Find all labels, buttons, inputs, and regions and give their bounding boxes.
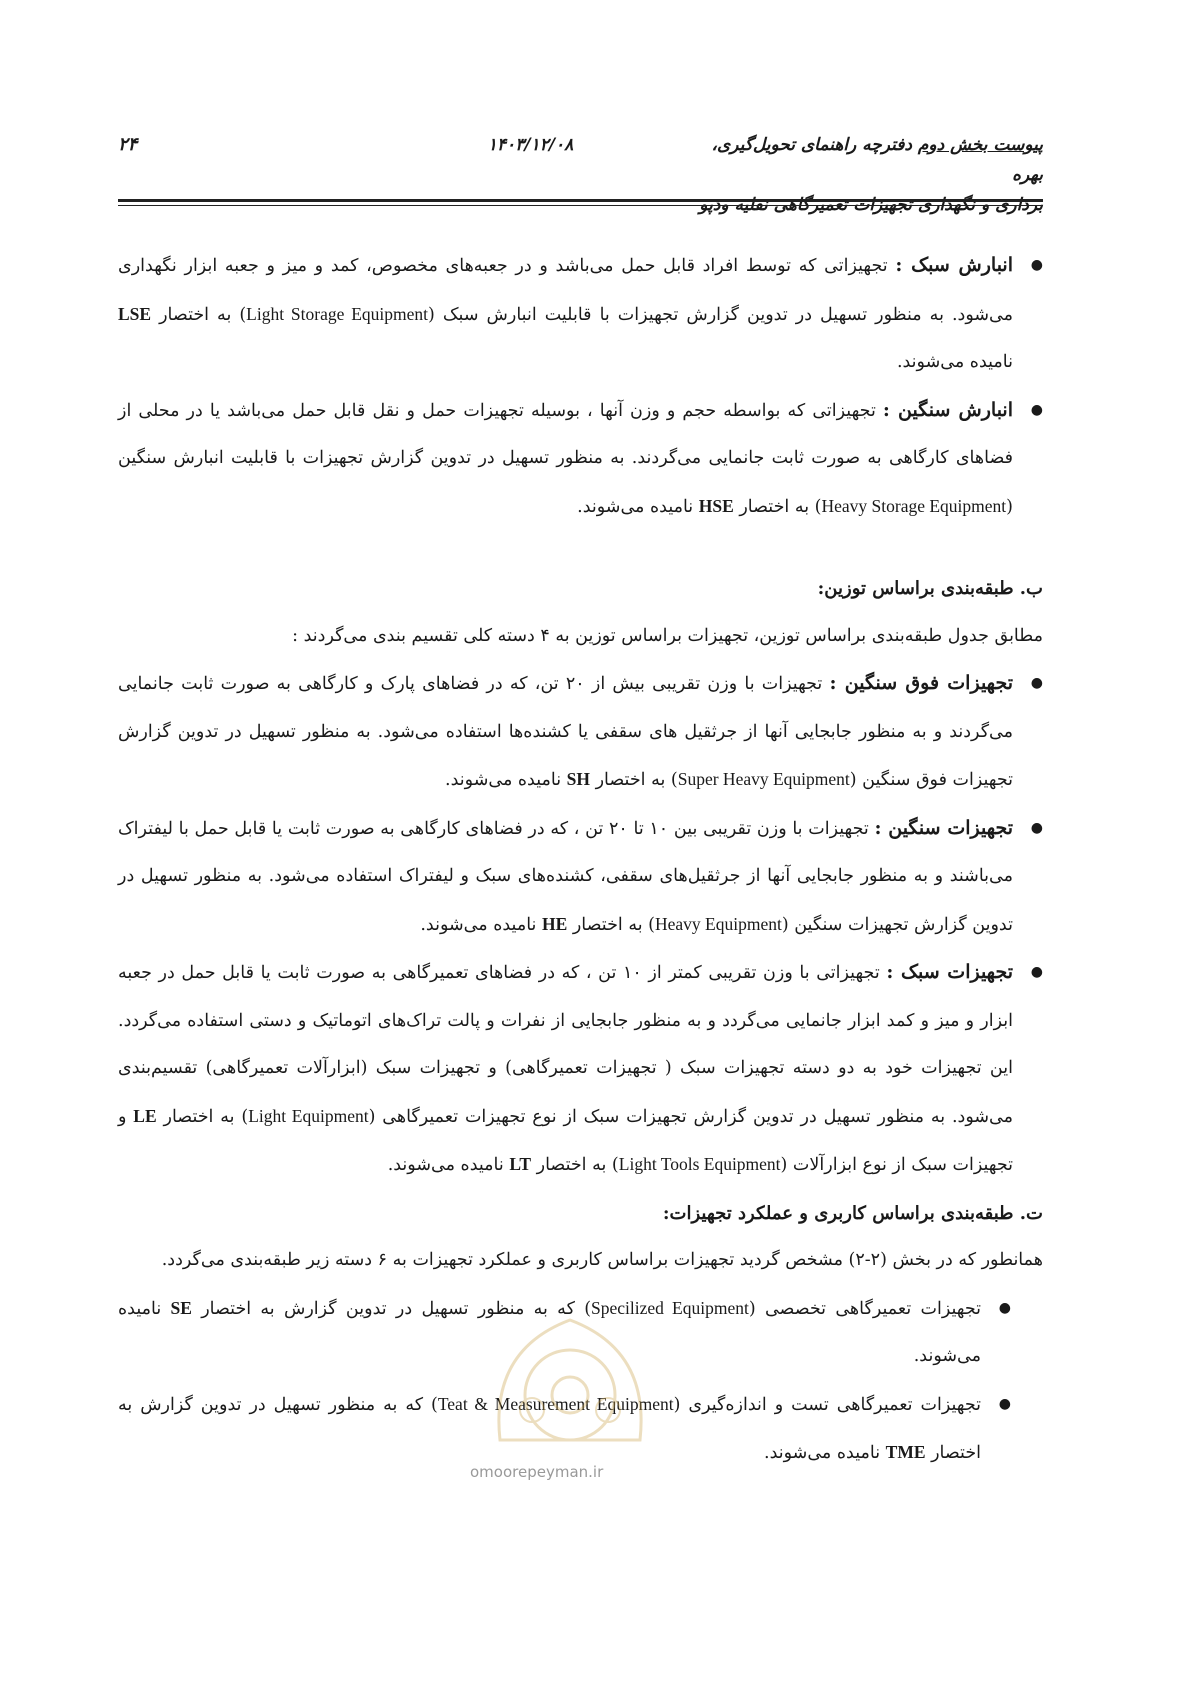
item-text: تجهیزات تعمیرگاهی تخصصی ( [748, 1298, 981, 1319]
abbreviation: LT [509, 1154, 532, 1174]
abbreviation: TME [885, 1442, 926, 1462]
item-text: ) به اختصار [531, 1155, 619, 1175]
english-term: Teat & Measurement Equipment [437, 1393, 674, 1414]
list-item [118, 387, 1043, 532]
list-item [118, 660, 1043, 805]
item-text: نامیده می‌شوند. [118, 1298, 981, 1366]
header-divider-thin [118, 205, 1043, 206]
abbreviation: SH [566, 769, 591, 789]
section-b-intro: مطابق جدول طبقه‌بندی براساس توزین، تجهیزات براساس توزین به ۴ دسته کلی تقسیم بندی می‌گردند : [292, 625, 1043, 646]
bullet-icon: ● [1030, 257, 1043, 273]
item-text: ) به اختصار [567, 914, 655, 935]
list-item [118, 805, 1043, 950]
item-text: تجهیزاتی با وزن تقریبی کمتر از ۱۰ تن ، که در فضاهای تعمیرگاهی به صورت ثابت یا قابل حمل در جعبه ابزار و میز و کمد ابزار جانمایی می‌گردد و به منظور جابجایی از نفرات و پالت تراک‌های اتوماتیک و دستی استفاده می‌گردد. این تجهیزات خود به دو دسته تجهیزات سبک ( تجهیزات تعمیرگاهی) و تجهیزات سبک (ابزارآلات تعمیرگاهی) تقسیم‌بندی می‌شود. به منظور تسهیل در تدوین گزارش تجهیزات سبک از نوع تجهیزات تعمیرگاهی ( [118, 963, 1013, 1127]
item-text: نامیده می‌شوند. [445, 770, 567, 790]
english-term: Light Storage Equipment [246, 303, 429, 324]
title-line1: دفترچه راهنمای تحویل‌گیری، بهره [711, 135, 1043, 185]
item-text: تجهیزات تعمیرگاهی تست و اندازه‌گیری ( [673, 1394, 981, 1415]
abbreviation: LSE [118, 303, 152, 324]
abbreviation: SE [170, 1297, 192, 1318]
item-text: تجهیزاتی که بواسطه حجم و وزن آنها ، بوسیله تجهیزات حمل و نقل قابل حمل می‌باشد یا در محلی از فضاهای کارگاهی به صورت ثابت جانمایی می‌گردند. به منظور تسهیل در تدوین گزارش تجهیزات با قابلیت انبارش سنگین ( [118, 400, 1013, 517]
english-term: Specilized Equipment [591, 1297, 749, 1318]
header-divider-thick [118, 199, 1043, 202]
page-header [118, 130, 1043, 215]
english-term: Light Equipment [248, 1105, 369, 1126]
watermark-website: omoorepeyman.ir [470, 1463, 604, 1481]
document-date: ۱۴۰۳/۱۲/۰۸ [487, 135, 574, 155]
abbreviation: HE [541, 913, 568, 934]
english-term: Heavy Storage Equipment [821, 495, 1007, 516]
term-heavy-storage: انبارش سنگین : [882, 398, 1014, 421]
section-b-heading: ب. طبقه‌بندی براساس توزین: [817, 578, 1043, 599]
document-title [683, 130, 1043, 220]
item-text: ) به اختصار [156, 1106, 249, 1127]
english-term: Super Heavy Equipment [677, 769, 850, 789]
bullet-icon: ● [1030, 819, 1043, 836]
item-text: نامیده می‌شوند. [387, 1155, 510, 1175]
item-text: نامیده می‌شوند. [764, 1443, 886, 1463]
bullet-icon: ● [1030, 675, 1043, 691]
bullet-icon: ● [1030, 401, 1043, 418]
item-text: ) به اختصار [590, 770, 678, 790]
term-super-heavy: تجهیزات فوق سنگین : [829, 672, 1013, 694]
term-light: تجهیزات سبک : [886, 961, 1013, 983]
item-text: تجهیزات با وزن تقریبی بین ۱۰ تا ۲۰ تن ، که در فضاهای کارگاهی به صورت ثابت یا قابل حمل با لیفتراک می‌باشند و به منظور جابجایی آنها از جرثقیل‌های سقفی، کشنده‌های سبک و لیفتراک استفاده می‌شود. به منظور تسهیل در تدوین گزارش تجهیزات سنگین ( [118, 818, 1013, 935]
weight-list [118, 660, 1043, 1190]
item-text: نامیده می‌شوند. [896, 352, 1013, 372]
section-t-heading: ت. طبقه‌بندی براساس کاربری و عملکرد تجهیزات: [662, 1202, 1043, 1224]
abbreviation: LE [133, 1105, 157, 1126]
list-item [118, 242, 1043, 387]
item-text: نامیده می‌شوند. [420, 914, 542, 935]
item-text: نامیده می‌شوند. [577, 496, 699, 517]
item-text: تجهیزاتی که توسط افراد قابل حمل می‌باشد و در جعبه‌های مخصوص، کمد و میز و جعبه ابزار نگهداری می‌شود. به منظور تسهیل در تدوین گزارش تجهیزات با قابلیت انبارش سبک ( [118, 256, 1013, 325]
storage-list [118, 242, 1043, 531]
bullet-icon: ● [998, 1395, 1011, 1412]
english-term: Light Tools Equipment [618, 1154, 781, 1174]
english-term: Heavy Equipment [654, 913, 782, 934]
bullet-icon: ● [998, 1299, 1011, 1316]
item-text: ) به اختصار [733, 496, 822, 517]
title-underlined: پیوست بخش دوم [917, 135, 1043, 155]
bullet-icon: ● [1030, 964, 1043, 980]
section-t-intro: همانطور که در بخش (۲-۲) مشخص گردید تجهیزات براساس کاربری و عملکرد تجهیزات به ۶ دسته زیر طبقه‌بندی می‌گردد. [161, 1250, 1043, 1270]
page-number: ۲۴ [118, 134, 138, 155]
term-light-storage: انبارش سبک : [895, 254, 1013, 276]
list-item [118, 949, 1043, 1190]
item-text: ) که به منظور تسهیل در تدوین گزارش به اختصار [118, 1394, 981, 1463]
item-text: تجهیزات با وزن تقریبی بیش از ۲۰ تن، که در فضاهای پارک و کارگاهی به صورت ثابت جانمایی می‌گردند و به منظور جابجایی آنها از جرثقیل های سقفی یا کشنده‌ها استفاده می‌شود. به منظور تسهیل در تدوین گزارش تجهیزات فوق سنگین ( [118, 674, 1013, 790]
item-text: و تجهیزات سبک از نوع ابزارآلات ( [118, 1106, 1013, 1175]
watermark-seal-icon [480, 1290, 660, 1460]
term-heavy: تجهیزات سنگین : [874, 816, 1014, 839]
item-text: ) که به منظور تسهیل در تدوین گزارش به اختصار [191, 1298, 592, 1319]
item-text: ) به اختصار [151, 304, 247, 325]
abbreviation: HSE [698, 495, 734, 516]
title-line2: برداری و نگهداری تجهیزات تعمیرگاهی نقلیه ودپو [699, 195, 1043, 215]
